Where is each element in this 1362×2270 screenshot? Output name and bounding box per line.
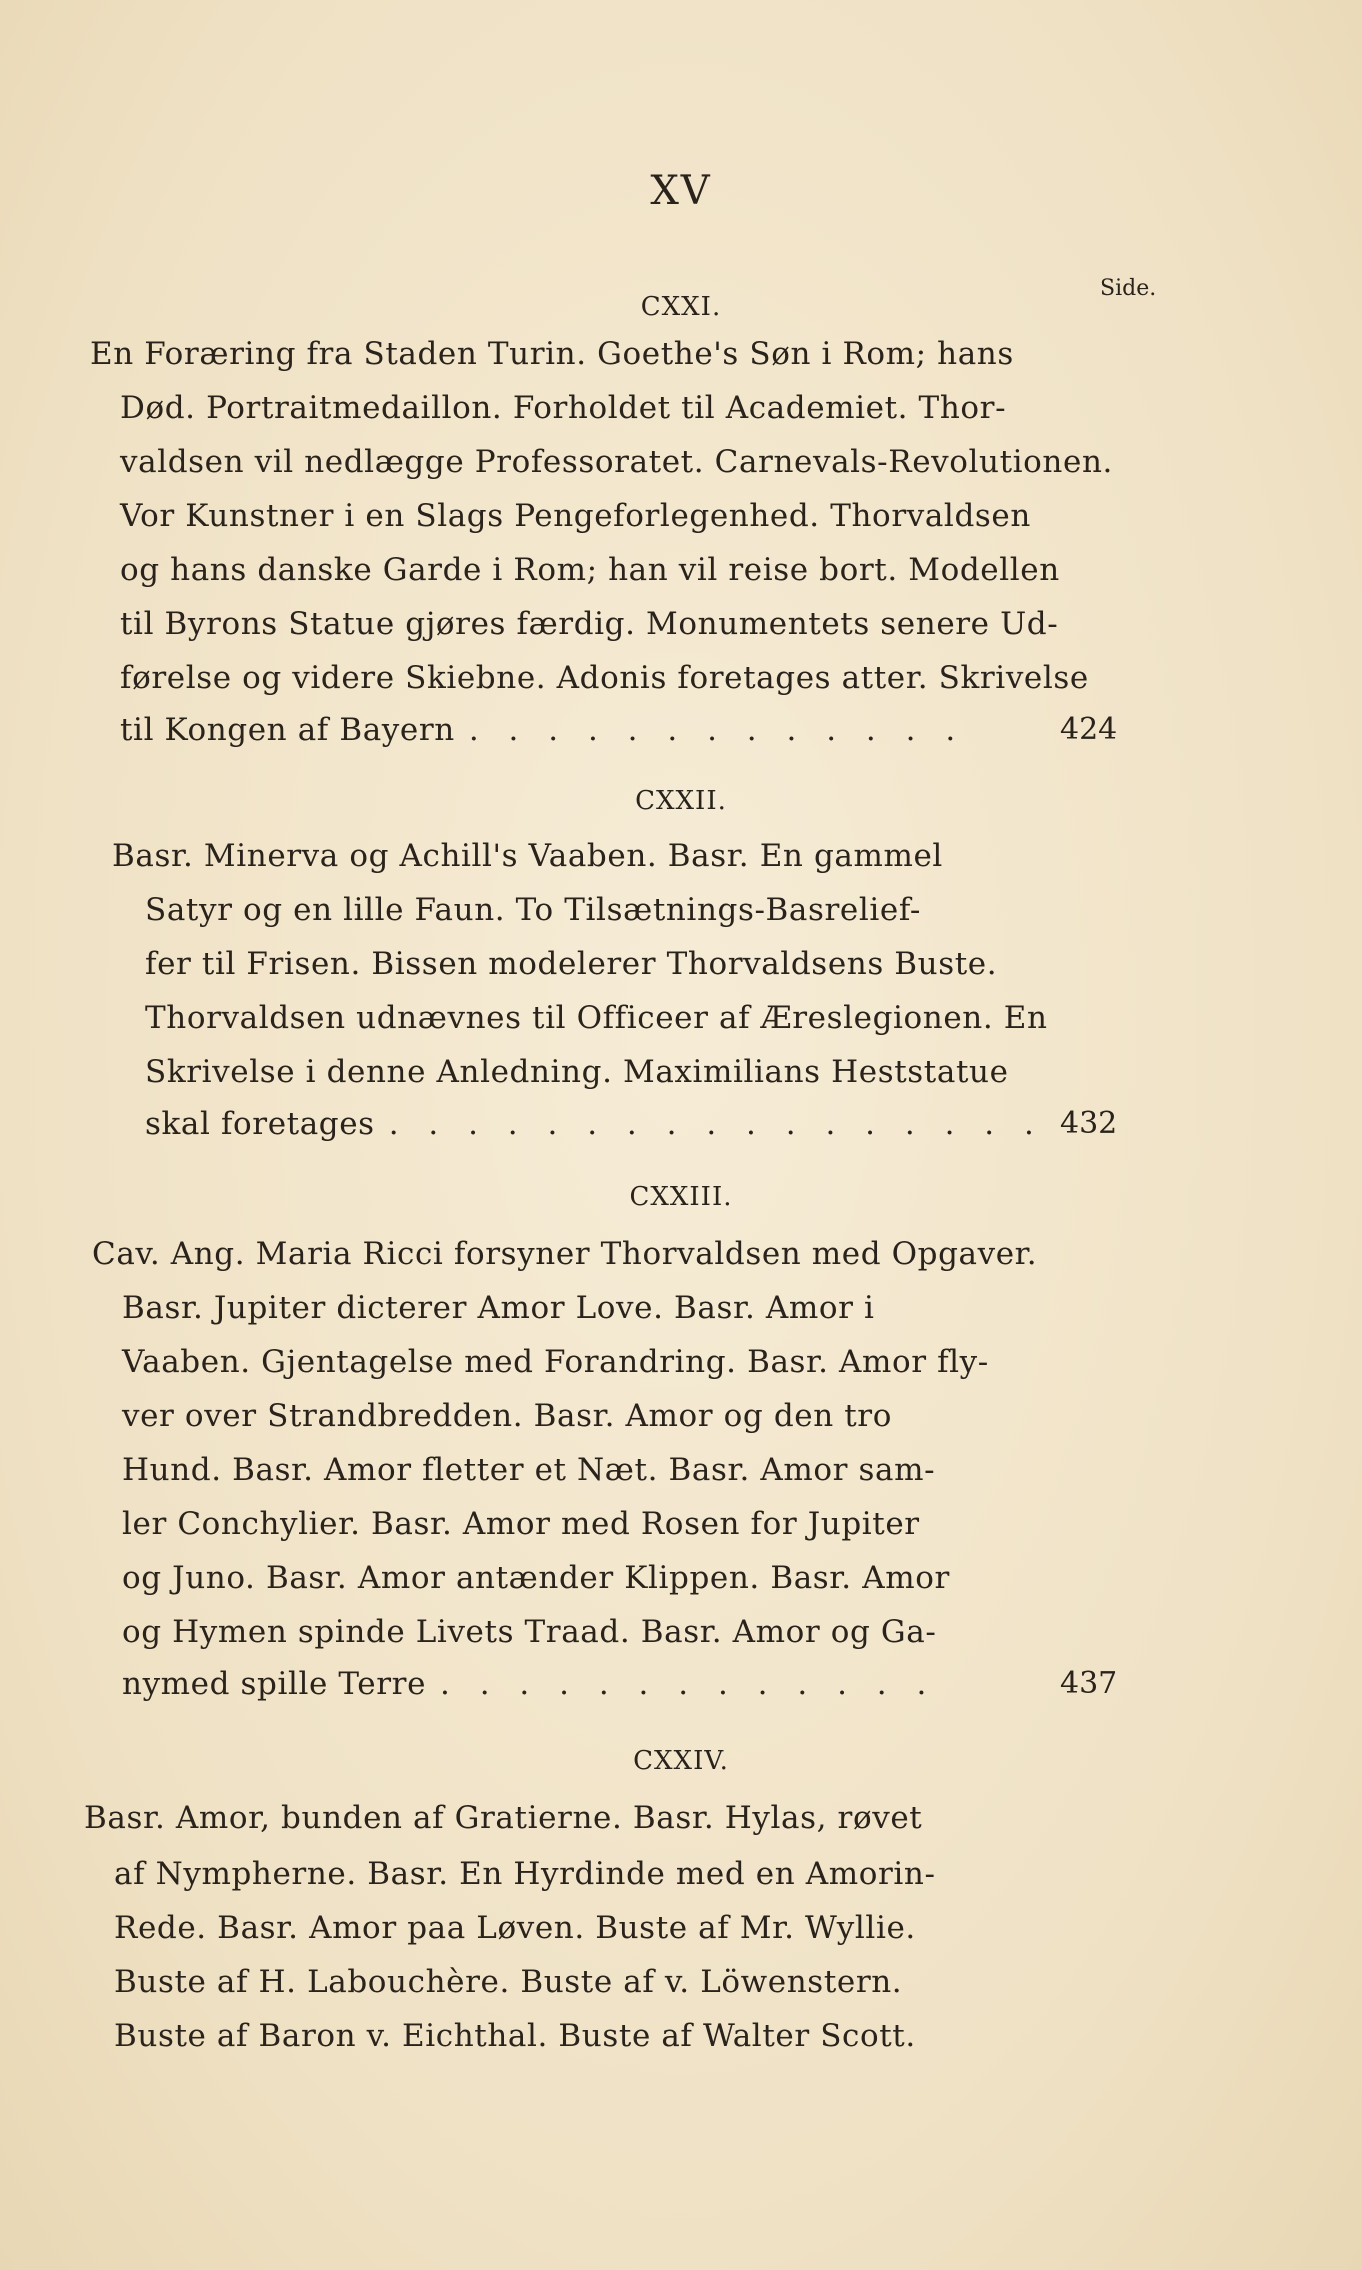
text-line: og Hymen spinde Livets Traad. Basr. Amor og Ga- — [122, 1614, 937, 1650]
text-line: og hans danske Garde i Rom; han vil reise bort. Modellen — [120, 552, 1060, 588]
text-line: Død. Portraitmedaillon. Forholdet til Academiet. Thor- — [120, 390, 1007, 426]
text-line: Vaaben. Gjentagelse med Forandring. Basr. Amor fly- — [122, 1344, 989, 1380]
dot-leader: . . . . . . . . . . . . . . . . . — [388, 1106, 1044, 1142]
text-line: Cav. Ang. Maria Ricci forsyner Thorvaldsen med Opgaver. — [92, 1236, 1038, 1272]
text-line: til Byrons Statue gjøres færdig. Monumentets senere Ud- — [120, 606, 1059, 642]
dot-leader: . . . . . . . . . . . . . — [440, 1666, 937, 1702]
text-line: af Nympherne. Basr. En Hyrdinde med en Amorin- — [114, 1856, 936, 1892]
text-line: Thorvaldsen udnævnes til Officeer af Æreslegionen. En — [145, 1000, 1048, 1036]
side-column-label: Side. — [1100, 276, 1157, 301]
section-heading: CXXII. — [635, 786, 727, 816]
text-line: valdsen vil nedlægge Professoratet. Carnevals-Revolutionen. — [120, 444, 1113, 480]
text-line: Basr. Amor, bunden af Gratierne. Basr. Hylas, røvet — [84, 1800, 923, 1836]
text-line: Buste af H. Labouchère. Buste af v. Löwenstern. — [114, 1964, 903, 2000]
text-line: Satyr og en lille Faun. To Tilsætnings-Basrelief- — [145, 892, 921, 928]
text-line-last — [120, 712, 965, 748]
text-line: førelse og videre Skiebne. Adonis foretages atter. Skrivelse — [120, 660, 1089, 696]
text-line: fer til Frisen. Bissen modelerer Thorvaldsens Buste. — [145, 946, 998, 982]
text-line: Vor Kunstner i en Slags Pengeforlegenhed. Thorvaldsen — [120, 498, 1031, 534]
section-heading: CXXIII. — [629, 1182, 733, 1212]
text-line: Hund. Basr. Amor fletter et Næt. Basr. Amor sam- — [122, 1452, 936, 1488]
text-line: Basr. Minerva og Achill's Vaaben. Basr. En gammel — [112, 838, 943, 874]
text-line: Rede. Basr. Amor paa Løven. Buste af Mr. Wyllie. — [114, 1910, 916, 1946]
page-reference: 437 — [1060, 1666, 1118, 1701]
page-reference: 432 — [1060, 1106, 1118, 1141]
section-heading: CXXIV. — [633, 1746, 729, 1776]
entry-text: til Kongen af Bayern — [120, 712, 455, 748]
text-line-last — [145, 1106, 1044, 1142]
text-line: ler Conchylier. Basr. Amor med Rosen for Jupiter — [122, 1506, 920, 1542]
page-number: XV — [650, 168, 712, 214]
text-line: ver over Strandbredden. Basr. Amor og den tro — [122, 1398, 892, 1434]
entry-text: skal foretages — [145, 1106, 375, 1142]
text-line: Basr. Jupiter dicterer Amor Love. Basr. Amor i — [122, 1290, 875, 1326]
text-line-last — [122, 1666, 936, 1702]
entry-text: nymed spille Terre — [122, 1666, 427, 1702]
text-line: Skrivelse i denne Anledning. Maximilians Heststatue — [145, 1054, 1009, 1090]
section-heading: CXXI. — [640, 292, 722, 322]
text-line: Buste af Baron v. Eichthal. Buste af Walter Scott. — [114, 2018, 916, 2054]
text-line: En Foræring fra Staden Turin. Goethe's Søn i Rom; hans — [90, 336, 1014, 372]
text-line: og Juno. Basr. Amor antænder Klippen. Basr. Amor — [122, 1560, 950, 1596]
dot-leader: . . . . . . . . . . . . . — [468, 712, 966, 748]
page-reference: 424 — [1060, 712, 1118, 747]
